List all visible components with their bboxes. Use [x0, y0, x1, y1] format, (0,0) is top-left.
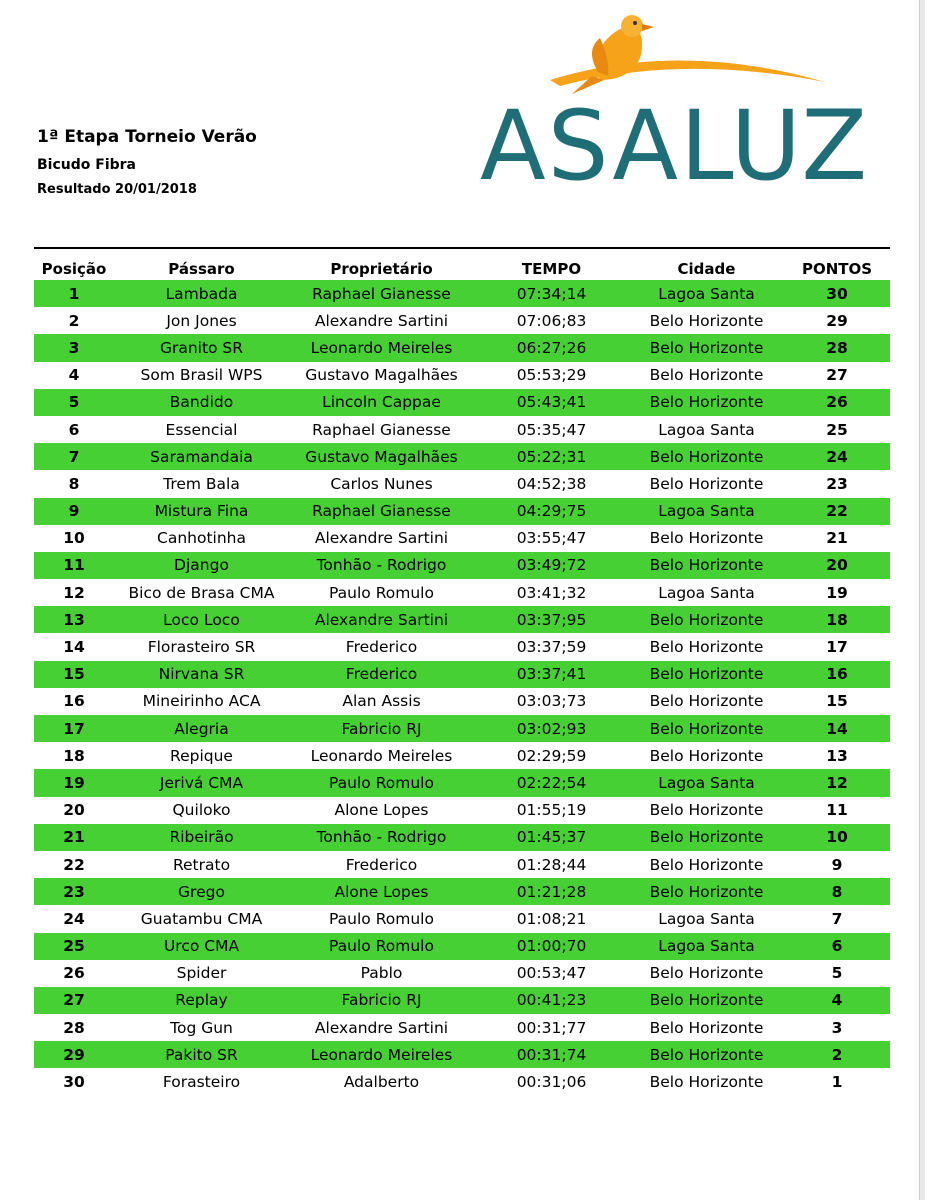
cell-points: 1: [831, 1073, 843, 1092]
col-header-owner: Proprietário: [330, 260, 433, 278]
cell-position: 13: [34, 606, 114, 633]
cell-points: 19: [826, 583, 848, 602]
table-row: [34, 525, 890, 552]
cell-time: 03:55;47: [516, 529, 587, 548]
cell-points: 30: [784, 280, 890, 307]
cell-owner: Paulo Romulo: [289, 933, 474, 960]
cell-owner: Carlos Nunes: [330, 474, 433, 493]
cell-bird: Jerivá CMA: [114, 769, 289, 796]
cell-city: Belo Horizonte: [649, 311, 764, 330]
cell-position: 2: [68, 311, 80, 330]
table-row: [34, 742, 890, 769]
cell-bird: Essencial: [165, 420, 238, 439]
cell-time: 03:02;93: [474, 715, 629, 742]
cell-position: 11: [34, 552, 114, 579]
cell-time: 00:31;06: [516, 1073, 587, 1092]
cell-points: 10: [784, 824, 890, 851]
cell-points: 25: [826, 420, 848, 439]
cell-time: 00:31;77: [516, 1018, 587, 1037]
cell-bird: Repique: [170, 746, 233, 765]
cell-bird: Canhotinha: [157, 529, 246, 548]
cell-owner: Frederico: [345, 638, 418, 657]
cell-time: 02:22;54: [474, 769, 629, 796]
table-row: [34, 1014, 890, 1041]
table-row: [34, 307, 890, 334]
cell-points: 7: [831, 909, 843, 928]
cell-position: 3: [34, 334, 114, 361]
cell-owner: Raphael Gianesse: [289, 498, 474, 525]
cell-time: 01:08;21: [516, 909, 587, 928]
cell-points: 13: [826, 746, 848, 765]
cell-owner: Alone Lopes: [289, 878, 474, 905]
cell-city: Belo Horizonte: [649, 638, 764, 657]
cell-position: 23: [34, 878, 114, 905]
bird-logo-icon: [480, 10, 850, 100]
cell-time: 06:27;26: [474, 334, 629, 361]
cell-points: 12: [784, 769, 890, 796]
cell-owner: Fabricio RJ: [289, 715, 474, 742]
cell-position: 19: [34, 769, 114, 796]
cell-position: 10: [63, 529, 85, 548]
cell-position: 20: [63, 801, 85, 820]
cell-city: Belo Horizonte: [629, 1041, 784, 1068]
cell-points: 18: [784, 606, 890, 633]
cell-time: 03:37;95: [474, 606, 629, 633]
cell-position: 1: [34, 280, 114, 307]
cell-position: 16: [63, 692, 85, 711]
table-row: [34, 470, 890, 497]
cell-city: Lagoa Santa: [658, 583, 755, 602]
table-row: [34, 579, 890, 606]
cell-points: 5: [831, 964, 843, 983]
col-header-position: Posição: [41, 260, 107, 278]
cell-points: 20: [784, 552, 890, 579]
cell-city: Belo Horizonte: [649, 366, 764, 385]
col-header-points: PONTOS: [801, 260, 873, 278]
cell-time: 02:29;59: [516, 746, 587, 765]
page-edge: [919, 0, 925, 1200]
cell-owner: Adalberto: [343, 1073, 420, 1092]
cell-bird: Mistura Fina: [114, 498, 289, 525]
cell-city: Lagoa Santa: [629, 769, 784, 796]
cell-position: 5: [34, 389, 114, 416]
cell-city: Belo Horizonte: [629, 878, 784, 905]
cell-city: Belo Horizonte: [629, 715, 784, 742]
cell-bird: Quiloko: [172, 801, 231, 820]
cell-owner: Frederico: [289, 661, 474, 688]
table-row: [34, 498, 890, 525]
cell-bird: Spider: [176, 964, 227, 983]
cell-bird: Urco CMA: [114, 933, 289, 960]
cell-bird: Saramandaia: [114, 443, 289, 470]
table-row: [34, 552, 890, 579]
cell-bird: Retrato: [172, 855, 231, 874]
cell-points: 24: [784, 443, 890, 470]
cell-points: 29: [826, 311, 848, 330]
table-row: [34, 633, 890, 660]
cell-city: Belo Horizonte: [649, 692, 764, 711]
cell-position: 25: [34, 933, 114, 960]
cell-time: 01:21;28: [474, 878, 629, 905]
cell-time: 00:31;74: [474, 1041, 629, 1068]
cell-time: 00:41;23: [474, 987, 629, 1014]
cell-owner: Gustavo Magalhães: [305, 366, 458, 385]
cell-time: 03:03;73: [516, 692, 587, 711]
cell-bird: Jon Jones: [166, 311, 237, 330]
cell-bird: Replay: [114, 987, 289, 1014]
cell-city: Belo Horizonte: [629, 661, 784, 688]
cell-bird: Florasteiro SR: [147, 638, 256, 657]
cell-points: 8: [784, 878, 890, 905]
cell-owner: Fabricio RJ: [289, 987, 474, 1014]
cell-position: 27: [34, 987, 114, 1014]
cell-points: 2: [784, 1041, 890, 1068]
cell-points: 9: [831, 855, 843, 874]
cell-city: Lagoa Santa: [629, 280, 784, 307]
cell-city: Belo Horizonte: [649, 964, 764, 983]
cell-bird: Nirvana SR: [114, 661, 289, 688]
cell-city: Belo Horizonte: [649, 801, 764, 820]
cell-points: 16: [784, 661, 890, 688]
table-header-row: [34, 248, 890, 280]
cell-time: 05:35;47: [516, 420, 587, 439]
cell-owner: Tonhão - Rodrigo: [289, 824, 474, 851]
document-header: [37, 127, 257, 197]
table-row: [34, 987, 890, 1014]
cell-points: 26: [784, 389, 890, 416]
cell-bird: Django: [114, 552, 289, 579]
cell-owner: Alexandre Sartini: [314, 311, 449, 330]
cell-points: 28: [784, 334, 890, 361]
cell-position: 15: [34, 661, 114, 688]
cell-city: Belo Horizonte: [629, 389, 784, 416]
logo-text: ASALUZ: [480, 90, 870, 202]
cell-owner: Frederico: [345, 855, 418, 874]
cell-points: 14: [784, 715, 890, 742]
table-row: [34, 797, 890, 824]
results-table: [34, 247, 890, 1096]
cell-owner: Paulo Romulo: [289, 769, 474, 796]
table-row: [34, 1041, 890, 1068]
col-header-bird: Pássaro: [168, 260, 235, 278]
cell-time: 03:37;59: [516, 638, 587, 657]
cell-time: 04:29;75: [474, 498, 629, 525]
cell-bird: Tog Gun: [170, 1018, 233, 1037]
cell-points: 11: [826, 801, 848, 820]
cell-owner: Leonardo Meireles: [310, 746, 453, 765]
table-row: [34, 1068, 890, 1095]
cell-bird: Grego: [114, 878, 289, 905]
table-row: [34, 416, 890, 443]
cell-city: Belo Horizonte: [629, 552, 784, 579]
cell-owner: Alexandre Sartini: [289, 606, 474, 633]
cell-owner: Paulo Romulo: [329, 583, 434, 602]
cell-time: 00:53;47: [516, 964, 587, 983]
cell-bird: Alegria: [114, 715, 289, 742]
cell-position: 26: [63, 964, 85, 983]
cell-points: 23: [826, 474, 848, 493]
cell-bird: Forasteiro: [162, 1073, 241, 1092]
cell-points: 17: [826, 638, 848, 657]
table-row: [34, 661, 890, 688]
cell-city: Lagoa Santa: [658, 909, 755, 928]
table-row: [34, 688, 890, 715]
cell-city: Belo Horizonte: [649, 855, 764, 874]
cell-points: 27: [826, 366, 848, 385]
cell-points: 21: [826, 529, 848, 548]
cell-time: 03:37;41: [474, 661, 629, 688]
cell-time: 01:55;19: [516, 801, 587, 820]
table-row: [34, 362, 890, 389]
cell-owner: Lincoln Cappae: [289, 389, 474, 416]
cell-owner: Raphael Gianesse: [289, 280, 474, 307]
cell-position: 8: [68, 474, 80, 493]
cell-bird: Bandido: [114, 389, 289, 416]
table-row: [34, 715, 890, 742]
cell-points: 22: [784, 498, 890, 525]
cell-bird: Trem Bala: [163, 474, 240, 493]
cell-bird: Loco Loco: [114, 606, 289, 633]
table-row: [34, 443, 890, 470]
cell-owner: Pablo: [360, 964, 403, 983]
table-row: [34, 905, 890, 932]
cell-bird: Ribeirão: [114, 824, 289, 851]
cell-time: 01:28;44: [516, 855, 587, 874]
cell-points: 4: [784, 987, 890, 1014]
cell-time: 05:22;31: [474, 443, 629, 470]
cell-time: 07:06;83: [516, 311, 587, 330]
cell-owner: Alexandre Sartini: [314, 1018, 449, 1037]
table-row: [34, 389, 890, 416]
cell-city: Lagoa Santa: [629, 498, 784, 525]
cell-owner: Tonhão - Rodrigo: [289, 552, 474, 579]
cell-owner: Leonardo Meireles: [289, 334, 474, 361]
cell-time: 01:00;70: [474, 933, 629, 960]
cell-position: 28: [63, 1018, 85, 1037]
page-title: 1ª Etapa Torneio Verão: [37, 127, 257, 147]
cell-city: Lagoa Santa: [658, 420, 755, 439]
cell-position: 30: [63, 1073, 85, 1092]
cell-position: 4: [68, 366, 80, 385]
result-date: Resultado 20/01/2018: [37, 182, 197, 197]
cell-position: 29: [34, 1041, 114, 1068]
cell-city: Belo Horizonte: [629, 824, 784, 851]
cell-city: Lagoa Santa: [629, 933, 784, 960]
cell-owner: Leonardo Meireles: [289, 1041, 474, 1068]
cell-owner: Alexandre Sartini: [314, 529, 449, 548]
cell-points: 15: [826, 692, 848, 711]
cell-owner: Paulo Romulo: [329, 909, 434, 928]
cell-bird: Bico de Brasa CMA: [128, 583, 275, 602]
table-row: [34, 280, 890, 307]
table-row: [34, 334, 890, 361]
cell-city: Belo Horizonte: [649, 529, 764, 548]
table-row: [34, 960, 890, 987]
cell-city: Belo Horizonte: [649, 1018, 764, 1037]
cell-position: 18: [63, 746, 85, 765]
cell-position: 12: [63, 583, 85, 602]
cell-position: 24: [63, 909, 85, 928]
cell-position: 9: [34, 498, 114, 525]
cell-city: Belo Horizonte: [629, 334, 784, 361]
col-header-time: TEMPO: [521, 260, 582, 278]
cell-time: 04:52;38: [516, 474, 587, 493]
cell-bird: Mineirinho ACA: [142, 692, 261, 711]
cell-owner: Raphael Gianesse: [312, 420, 451, 439]
cell-bird: Som Brasil WPS: [140, 366, 263, 385]
cell-bird: Granito SR: [114, 334, 289, 361]
cell-time: 05:43;41: [474, 389, 629, 416]
cell-owner: Gustavo Magalhães: [289, 443, 474, 470]
cell-city: Belo Horizonte: [649, 746, 764, 765]
cell-bird: Lambada: [114, 280, 289, 307]
cell-position: 22: [63, 855, 85, 874]
cell-bird: Guatambu CMA: [140, 909, 263, 928]
cell-city: Belo Horizonte: [629, 606, 784, 633]
cell-owner: Alone Lopes: [334, 801, 429, 820]
cell-time: 01:45;37: [474, 824, 629, 851]
table-row: [34, 878, 890, 905]
cell-city: Belo Horizonte: [649, 1073, 764, 1092]
cell-bird: Pakito SR: [114, 1041, 289, 1068]
asaluz-logo: [480, 10, 870, 202]
page-subtitle: Bicudo Fibra: [37, 157, 136, 173]
cell-position: 17: [34, 715, 114, 742]
cell-city: Belo Horizonte: [649, 474, 764, 493]
cell-owner: Alan Assis: [342, 692, 421, 711]
cell-time: 05:53;29: [516, 366, 587, 385]
table-row: [34, 851, 890, 878]
cell-city: Belo Horizonte: [629, 443, 784, 470]
cell-points: 6: [784, 933, 890, 960]
table-row: [34, 933, 890, 960]
cell-position: 7: [34, 443, 114, 470]
table-row: [34, 824, 890, 851]
cell-points: 3: [831, 1018, 843, 1037]
table-row: [34, 769, 890, 796]
cell-time: 07:34;14: [474, 280, 629, 307]
cell-time: 03:41;32: [516, 583, 587, 602]
col-header-city: Cidade: [677, 260, 736, 278]
cell-position: 21: [34, 824, 114, 851]
cell-position: 14: [63, 638, 85, 657]
cell-position: 6: [68, 420, 80, 439]
cell-city: Belo Horizonte: [629, 987, 784, 1014]
table-row: [34, 606, 890, 633]
cell-time: 03:49;72: [474, 552, 629, 579]
